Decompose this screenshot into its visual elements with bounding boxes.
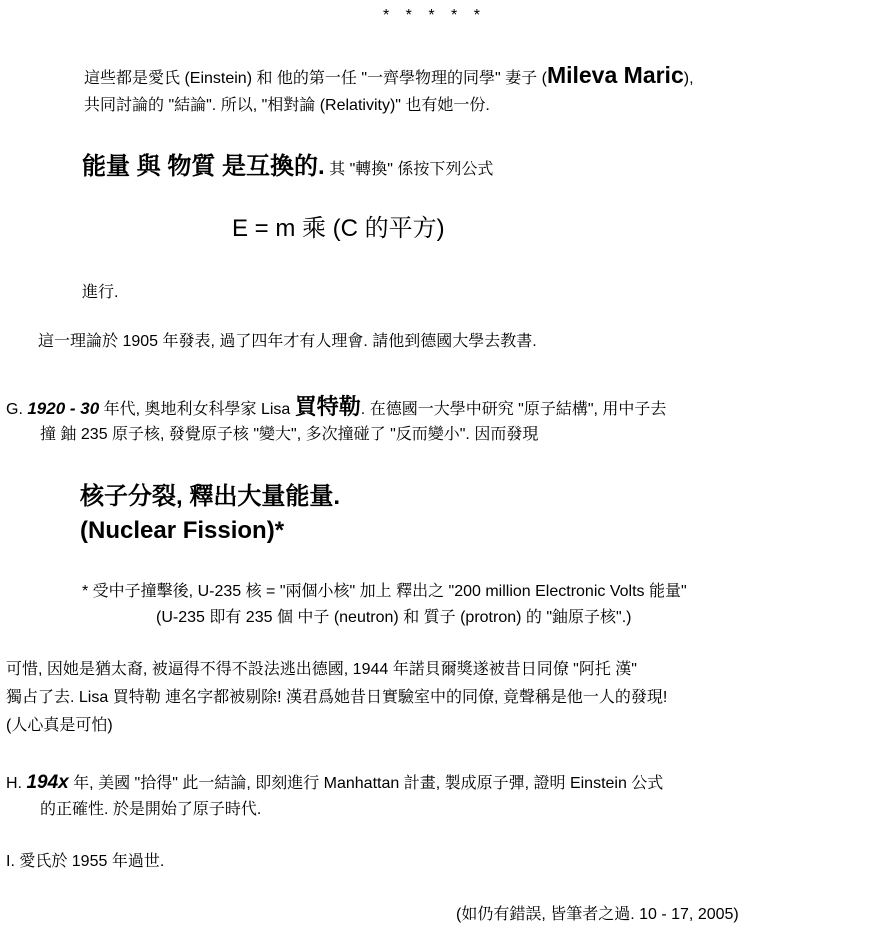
section-i-label: I. bbox=[6, 853, 15, 870]
year-194x: 194x bbox=[26, 772, 69, 793]
paragraph-einstein-line1 bbox=[84, 62, 694, 89]
section-separator: * * * * * bbox=[383, 7, 486, 24]
closing-note: (如仍有錯誤, 皆筆者之過. 10 - 17, 2005) bbox=[456, 906, 739, 923]
mileva-maric-name: Mileva Maric bbox=[546, 62, 684, 88]
footnote-line2: (U-235 即有 235 個 中子 (neutron) 和 質子 (protron) 的 "鈾原子核".) bbox=[156, 609, 632, 626]
text: 愛氏於 1955 年過世. bbox=[14, 853, 165, 870]
text: 這些都是愛氏 (Einstein) 和 他的第一任 "一齊學物理的同學" 妻子 ( bbox=[84, 70, 547, 87]
fission-zh-heading: 核子分裂, 釋出大量能量. bbox=[80, 483, 341, 510]
text: ), bbox=[683, 70, 694, 87]
text: . 在德國一大學中研究 "原子結構", 用中子去 bbox=[360, 401, 667, 418]
section-h-line2: 的正確性. 於是開始了原子時代. bbox=[40, 801, 262, 818]
energy-statement bbox=[82, 152, 493, 185]
energy-rest-text: 其 "轉換" 係按下列公式 bbox=[324, 161, 494, 178]
jinxing-text: 進行. bbox=[82, 284, 119, 301]
section-h-line1 bbox=[6, 772, 663, 795]
pity-line1: 可惜, 因她是猶太裔, 被逼得不得不設法逃出德國, 1944 年諾貝爾獎遂被昔日同僚 "阿托 漢" bbox=[6, 661, 637, 678]
years-text: 1920 - 30 bbox=[27, 399, 100, 418]
paragraph-einstein-line2: 共同討論的 "結論". 所以, "相對論 (Relativity)" 也有她一份. bbox=[84, 97, 490, 114]
fission-en-heading: (Nuclear Fission)* bbox=[80, 517, 285, 544]
footnote-line1: * 受中子撞擊後, U-235 核 = "兩個小核" 加上 釋出之 "200 million Electronic Volts 能量" bbox=[82, 583, 687, 600]
text: 年, 美國 "拾得" 此一結論, 即刻進行 Manhattan 計畫, 製成原子彈, 證明 Einstein 公式 bbox=[68, 775, 664, 792]
section-i bbox=[6, 852, 164, 872]
section-h-label: H. bbox=[6, 775, 27, 792]
lisa-name: 買特勒 bbox=[294, 394, 361, 419]
theory-1905-text: 這一理論於 1905 年發表, 過了四年才有人理會. 請他到德國大學去教書. bbox=[38, 333, 537, 350]
pity-line3: (人心真是可怕) bbox=[6, 717, 113, 734]
energy-bold-text: 能量 與 物質 是互換的. bbox=[82, 153, 325, 180]
formula: E = m 乘 (C 的平方) bbox=[232, 215, 445, 242]
section-g-line2: 撞 鈾 235 原子核, 發覺原子核 "變大", 多次撞碰了 "反而變小". 因而發現 bbox=[40, 426, 539, 443]
section-g-label: G. bbox=[6, 401, 28, 418]
section-g-line1 bbox=[6, 394, 666, 423]
text: 年代, 奧地利女科學家 Lisa bbox=[99, 401, 295, 418]
pity-line2: 獨占了去. Lisa 買特勒 連名字都被剔除! 漢君爲她昔日實驗室中的同僚, 竟聲稱是他一人的發現! bbox=[6, 689, 668, 706]
